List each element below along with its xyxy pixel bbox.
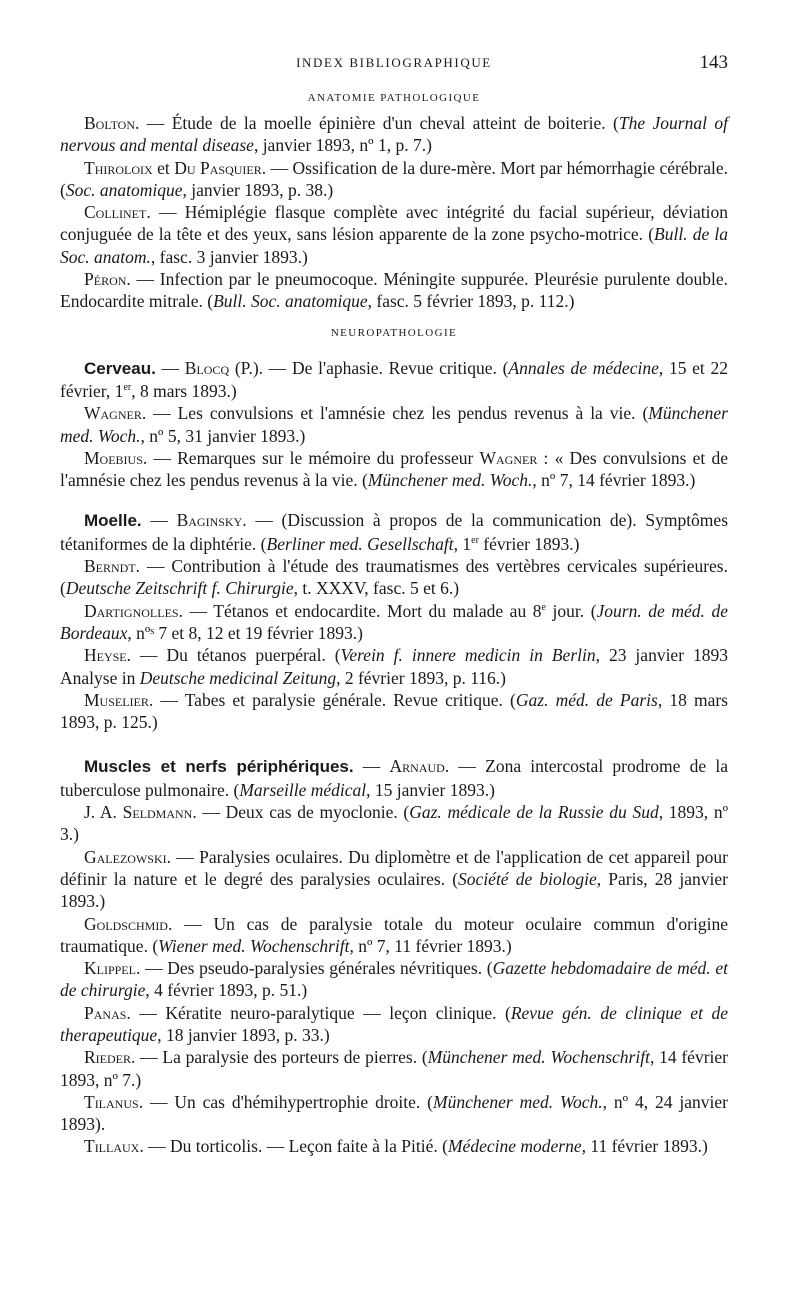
bib-entry: J. A. Seldmann. — Deux cas de myoclonie. (Gaz. médicale de la Russie du Sud, 1893, nº 3.) (60, 802, 729, 845)
author: Dartignolles. (84, 600, 183, 621)
source: Wiener med. Wochenschrift (158, 935, 350, 956)
source: Bull. de la Soc. anatom. (60, 224, 728, 267)
source: Gaz. médicale de la Russie du Sud (409, 802, 659, 823)
source: Bull. Soc. anatomique (213, 291, 368, 312)
bib-entry: Panas. — Kératite neuro-paralytique — leçon clinique. (Revue gén. de clinique et de therapeutique, 18 janvier 1893, p. 33.) (60, 1002, 729, 1045)
running-title: INDEX BIBLIOGRAPHIQUE (296, 55, 492, 70)
bib-entry: Moebius. — Remarques sur le mémoire du professeur Wagner : « Des convulsions et de l'amnésie chez les pendus revenus à la vie. (Münchener med. Woch., nº 7, 14 février 1893.) (60, 447, 728, 491)
author: Seldmann. (122, 802, 197, 823)
source: Revue gén. de clinique et de therapeutique (60, 1002, 729, 1045)
bib-entry: Péron. — Infection par le pneumocoque. Méningite suppurée. Pleurésie purulente double. Endocardite mitrale. (Bull. Soc. anatomique, fasc. 5 février 1893, p. 112.) (60, 269, 728, 312)
author: Thiroloix (84, 157, 153, 178)
source: Berliner med. Gesellschaft (266, 533, 454, 554)
group-cerveau (60, 357, 728, 492)
source: Gaz. méd. de Paris (515, 689, 658, 710)
author: Wagner. (84, 403, 147, 424)
bib-entry: Galezowski. — Paralysies oculaires. Du diplomètre et de l'application de cet appareil pour définir la nature et le degré des paralysies oculaires. (Société de biologie, Paris, 28 janvier 1893.) (60, 846, 728, 912)
author: Muselier. (84, 689, 154, 710)
source: Société de biologie (458, 868, 597, 889)
source: Journ. de méd. de Bordeaux (60, 600, 728, 643)
author: Galezowski. (84, 846, 171, 867)
bib-entry: Goldschmid. — Un cas de paralysie totale du moteur oculaire commun d'origine traumatique. (Wiener med. Wochenschrift, nº 7, 11 février 1893.) (60, 913, 728, 956)
author: Péron. (84, 269, 131, 290)
source: Marseille médical (239, 779, 367, 800)
group-muscles-nerfs (60, 755, 728, 1157)
bib-entry: Bolton. — Étude de la moelle épinière d'un cheval atteint de boiterie. (The Journal of nervous and mental disease, janvier 1893, nº 1, p. 7.) (60, 113, 728, 156)
group-moelle (60, 509, 728, 733)
author: Baginsky. (176, 510, 247, 531)
bib-entry: Tilanus. — Un cas d'hémihypertrophie droite. (Münchener med. Woch., nº 4, 24 janvier 1893). (60, 1091, 728, 1135)
bib-entry: Collinet. — Hémiplégie flasque complète avec intégrité du facial supérieur, déviation conjuguée de la tête et des yeux, sans lésion apparente de la zone psycho-motrice. (Bull. de la Soc. anatom., fasc. 3 janvier 1893.) (60, 202, 728, 267)
author: Heyse. (84, 645, 132, 666)
source: Soc. anatomique (65, 179, 183, 200)
bib-entry: Wagner. — Les convulsions et l'amnésie chez les pendus revenus à la vie. (Münchener med. Woch., nº 5, 31 janvier 1893.) (60, 403, 728, 446)
source: Deutsche Zeitschrift f. Chirurgie (65, 578, 294, 599)
group-heading: Moelle. (84, 511, 142, 531)
page (60, 48, 728, 1158)
author: Goldschmid. (84, 913, 173, 934)
author: Tilanus. (84, 1091, 144, 1112)
author: Rieder. (84, 1047, 136, 1068)
bib-entry: Muselier. — Tabes et paralysie générale. Revue critique. (Gaz. méd. de Paris, 18 mars 1893, p. 125.) (60, 689, 728, 733)
bib-entry: Thiroloix et Du Pasquier. — Ossification de la dure-mère. Mort par hémorrhagie cérébrale. (Soc. anatomique, janvier 1893, p. 38.) (60, 157, 728, 200)
author: Blocq (P.). (184, 357, 264, 378)
author: Du Pasquier. (174, 157, 267, 178)
bib-entry: Cerveau. — Blocq (P.). — De l'aphasie. Revue critique. (Annales de médecine, 15 et 22 février, 1er, 8 mars 1893.) (60, 357, 729, 401)
author: Panas. (84, 1002, 131, 1023)
source: Münchener med. Woch. (433, 1091, 603, 1112)
group-heading: Muscles et nerfs périphériques. (84, 757, 354, 777)
bib-entry: Rieder. — La paralysie des porteurs de pierres. (Münchener med. Wochenschrift, 14 février 1893, nº 7.) (60, 1047, 728, 1090)
source: Verein f. innere medicin in Berlin (340, 645, 596, 666)
author: Klippel. (84, 958, 141, 979)
author: Tillaux. (84, 1136, 144, 1157)
source: The Journal of nervous and mental disease (60, 113, 728, 156)
source: Münchener med. Woch. (60, 403, 728, 446)
source: Deutsche medicinal Zeitung (139, 667, 337, 688)
bib-entry: Berndt. — Contribution à l'étude des traumatismes des vertèbres cervicales supérieures. (Deutsche Zeitschrift f. Chirurgie, t. XXXV, fasc. 5 et 6.) (60, 556, 728, 599)
source: Annales de médecine (508, 357, 659, 378)
author: Bolton. (84, 113, 140, 133)
bib-entry: Dartignolles. — Tétanos et endocardite. Mort du malade au 8e jour. (Journ. de méd. de Bordeaux, nºˢ 7 et 8, 12 et 19 février 1893.) (60, 600, 728, 643)
section-heading-anatomie: ANATOMIE PATHOLOGIQUE (307, 92, 481, 104)
page-number: 143 (699, 52, 728, 73)
running-header (60, 48, 728, 82)
group-heading: Cerveau. (84, 358, 156, 378)
source: Münchener med. Woch. (367, 470, 533, 491)
bib-entry: Moelle. — Baginsky. — (Discussion à propos de la communication de). Symptômes tétaniformes de la diphtérie. (Berliner med. Gesellschaft, 1er février 1893.) (60, 510, 728, 554)
bib-entry: Heyse. — Du tétanos puerpéral. (Verein f. innere medicin in Berlin, 23 janvier 1893 Analyse in Deutsche medicinal Zeitung, 2 février 1893, p. 116.) (60, 645, 728, 688)
bib-entry: Klippel. — Des pseudo-paralysies générales névritiques. (Gazette hebdomadaire de méd. et de chirurgie, 4 février 1893, p. 51.) (60, 958, 728, 1001)
author: Moebius. (84, 447, 148, 468)
author: Wagner (479, 447, 538, 468)
source: Münchener med. Wochenschrift (427, 1047, 650, 1068)
bib-entry: Tillaux. — Du torticolis. — Leçon faite à la Pitié. (Médecine moderne, 11 février 1893.) (84, 1136, 708, 1157)
author: Arnaud. (389, 756, 450, 777)
source: Médecine moderne (447, 1136, 582, 1157)
bib-entry: Muscles et nerfs périphériques. — Arnaud. — Zona intercostal prodrome de la tuberculose pulmonaire. (Marseille médical, 15 janvier 1893.) (60, 756, 728, 800)
section-heading-neuropathologie: NEUROPATHOLOGIE (330, 326, 458, 339)
source: Gazette hebdomadaire de méd. et de chirurgie (60, 958, 728, 1001)
author: Collinet. (84, 202, 151, 223)
author: Berndt. (84, 556, 141, 577)
